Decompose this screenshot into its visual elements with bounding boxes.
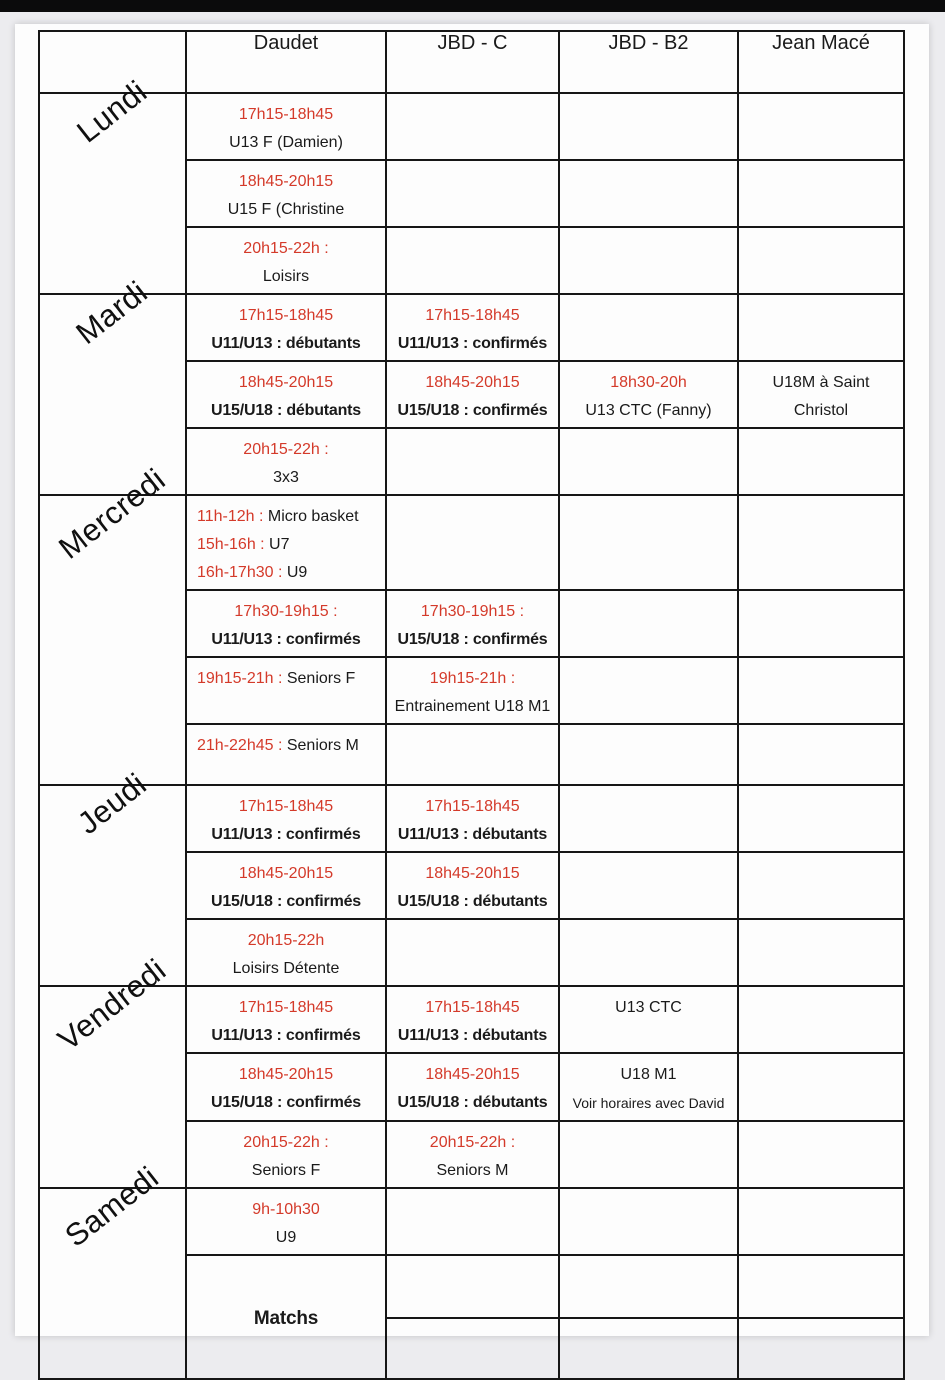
slot-content	[387, 295, 558, 360]
slot-content	[387, 853, 558, 918]
slot-label: Seniors M	[436, 1162, 509, 1179]
empty-cell	[559, 1255, 738, 1318]
empty-cell	[738, 1121, 904, 1188]
slot-content	[187, 725, 385, 762]
slot-line	[189, 927, 383, 955]
slot-line	[197, 732, 383, 760]
empty-cell	[738, 1318, 904, 1379]
empty-cell	[559, 93, 738, 160]
slot-label: U11/U13 : confirmés	[211, 826, 361, 843]
empty-cell	[559, 1318, 738, 1379]
slot-label: U11/U13 : confirmés	[397, 335, 548, 352]
slot-label: Voir horaires avec David	[572, 1095, 725, 1111]
empty-cell	[559, 1121, 738, 1188]
slot-cell	[559, 361, 738, 428]
slot-cell	[186, 724, 386, 785]
slot-content	[187, 1189, 385, 1254]
slot-line	[389, 693, 556, 721]
slot-line	[389, 302, 556, 330]
slot-label: U15/U18 : débutants	[210, 402, 361, 419]
slot-cell	[386, 785, 559, 852]
slot-content	[187, 496, 385, 589]
slot-line	[189, 1224, 383, 1252]
slot-cell	[386, 986, 559, 1053]
slot-line	[189, 397, 383, 425]
empty-cell	[559, 590, 738, 657]
slot-line	[189, 793, 383, 821]
day-label: Vendredi	[51, 951, 173, 1058]
slot-line	[189, 302, 383, 330]
empty-cell	[738, 160, 904, 227]
slot-label: U18 M1	[620, 1066, 677, 1083]
slot-cell	[386, 294, 559, 361]
slot-line	[189, 168, 383, 196]
slot-time: 17h15-18h45	[425, 999, 520, 1016]
slot-content	[187, 853, 385, 918]
slot-content	[387, 987, 558, 1052]
slot-label: U11/U13 : confirmés	[211, 1027, 361, 1044]
empty-cell	[738, 785, 904, 852]
slot-time: 20h15-22h :	[243, 240, 329, 257]
schedule-body	[39, 73, 904, 1379]
slot-label: U11/U13 : débutants	[211, 335, 361, 352]
slot-content	[387, 362, 558, 427]
slot-cell	[386, 852, 559, 919]
slot-line	[189, 1305, 383, 1334]
schedule-row	[39, 93, 904, 160]
slot-label: U15/U18 : confirmés	[210, 1094, 362, 1111]
empty-cell	[386, 1318, 559, 1379]
slot-content	[187, 658, 385, 695]
slot-cell	[559, 1053, 738, 1121]
empty-cell	[386, 160, 559, 227]
slot-cell	[186, 590, 386, 657]
slot-label: U15/U18 : confirmés	[397, 631, 548, 648]
slot-cell	[186, 361, 386, 428]
slot-cell	[186, 657, 386, 724]
slot-cell	[186, 919, 386, 986]
slot-line	[389, 330, 556, 358]
slot-time: 19h15-21h :	[197, 670, 283, 687]
slot-time: 17h15-18h45	[425, 798, 520, 815]
slot-content	[387, 658, 558, 723]
empty-cell	[386, 495, 559, 590]
slot-line	[189, 598, 383, 626]
slot-label: U9	[275, 1229, 297, 1246]
slot-line	[189, 1129, 383, 1157]
slot-content	[187, 161, 385, 226]
header-row	[39, 31, 904, 93]
slot-line	[562, 369, 735, 397]
slot-cell	[186, 986, 386, 1053]
empty-cell	[738, 852, 904, 919]
empty-cell	[738, 1255, 904, 1318]
slot-line	[197, 531, 383, 559]
slot-time: 19h15-21h :	[429, 670, 516, 687]
top-bar	[0, 0, 945, 12]
slot-line	[189, 330, 383, 358]
slot-time: 17h30-19h15 :	[420, 603, 525, 620]
empty-cell	[738, 227, 904, 294]
slot-time: 18h45-20h15	[238, 173, 334, 190]
schedule-header	[39, 31, 904, 93]
day-label: Mercredi	[52, 461, 173, 566]
slot-line	[389, 793, 556, 821]
slot-label: U15/U18 : confirmés	[210, 893, 362, 910]
slot-cell	[559, 986, 738, 1053]
day-label: Jeudi	[71, 766, 154, 841]
empty-cell	[738, 724, 904, 785]
slot-line	[197, 503, 383, 531]
header-cell-empty	[39, 31, 186, 93]
schedule-table	[38, 30, 905, 1380]
slot-line	[189, 369, 383, 397]
slot-time: 18h45-20h15	[238, 1066, 334, 1083]
slot-cell	[186, 852, 386, 919]
slot-content	[187, 1054, 385, 1119]
day-cell-lundi	[39, 73, 186, 294]
day-label: Samedi	[58, 1159, 166, 1254]
slot-time: 9h-10h30	[252, 1201, 320, 1218]
empty-cell	[559, 428, 738, 495]
day-cell-mercredi	[39, 461, 186, 785]
slot-content	[187, 295, 385, 360]
slot-label: U9	[282, 564, 308, 581]
slot-time: 20h15-22h	[247, 932, 325, 949]
slot-label: U13 F (Damien)	[229, 134, 343, 151]
slot-cell	[186, 227, 386, 294]
empty-cell	[738, 590, 904, 657]
slot-cell	[186, 1053, 386, 1121]
slot-time: 17h15-18h45	[238, 999, 334, 1016]
slot-time: 20h15-22h :	[429, 1134, 516, 1151]
slot-cell	[386, 590, 559, 657]
slot-content	[387, 591, 558, 656]
empty-cell	[738, 657, 904, 724]
slot-line	[197, 559, 383, 587]
slot-cell	[738, 361, 904, 428]
empty-cell	[559, 919, 738, 986]
slot-content	[187, 1298, 385, 1336]
slot-cell	[386, 1053, 559, 1121]
slot-line	[189, 1022, 383, 1050]
slot-line	[189, 196, 383, 224]
slot-cell	[386, 1121, 559, 1188]
slot-label: U7	[264, 536, 290, 553]
slot-time: 18h45-20h15	[238, 865, 334, 882]
schedule-row	[39, 1188, 904, 1255]
slot-content	[187, 786, 385, 851]
slot-cell	[186, 1188, 386, 1255]
slot-time: 17h15-18h45	[238, 307, 334, 324]
slot-line	[389, 888, 556, 916]
slot-cell	[186, 160, 386, 227]
empty-cell	[559, 294, 738, 361]
empty-cell	[559, 724, 738, 785]
slot-time: 18h45-20h15	[425, 1066, 520, 1083]
empty-cell	[559, 852, 738, 919]
slot-line	[189, 1157, 383, 1185]
slot-time: 17h15-18h45	[425, 307, 520, 324]
slot-line	[389, 860, 556, 888]
slot-content	[187, 362, 385, 427]
empty-cell	[738, 428, 904, 495]
empty-cell	[559, 1188, 738, 1255]
slot-time: 17h30-19h15 :	[234, 603, 338, 620]
slot-line	[562, 397, 735, 425]
slot-label: U11/U13 : débutants	[397, 826, 548, 843]
empty-cell	[559, 227, 738, 294]
slot-cell	[386, 657, 559, 724]
empty-cell	[559, 495, 738, 590]
slot-line	[189, 955, 383, 983]
header-cell-jbd-b2: JBD - B2	[559, 31, 738, 93]
slot-line	[389, 1061, 556, 1089]
slot-line	[189, 888, 383, 916]
slot-line	[562, 994, 735, 1022]
slot-line	[389, 626, 556, 654]
empty-cell	[386, 428, 559, 495]
slot-line	[189, 464, 383, 492]
schedule-row	[39, 986, 904, 1053]
slot-content	[739, 362, 903, 427]
slot-line	[189, 1089, 383, 1117]
header-cell-daudet: Daudet	[186, 31, 386, 93]
slot-label: U18M à Saint	[772, 374, 870, 391]
slot-content	[387, 786, 558, 851]
slot-time: 18h45-20h15	[238, 374, 334, 391]
day-cell-samedi	[39, 1159, 186, 1379]
slot-line	[197, 665, 383, 693]
day-cell-jeudi	[39, 766, 186, 986]
slot-time: 17h15-18h45	[238, 106, 334, 123]
slot-line	[189, 821, 383, 849]
slot-time: 18h45-20h15	[425, 865, 520, 882]
slot-content	[187, 94, 385, 159]
slot-time: 11h-12h :	[197, 508, 264, 525]
slot-content	[560, 362, 737, 427]
slot-line	[189, 1061, 383, 1089]
empty-cell	[386, 724, 559, 785]
slot-cell	[186, 294, 386, 361]
slot-line	[389, 821, 556, 849]
slot-content	[560, 1054, 737, 1120]
slot-line	[189, 626, 383, 654]
slot-line	[562, 1061, 735, 1089]
slot-content	[387, 1122, 558, 1187]
slot-label: U15/U18 : confirmés	[397, 402, 548, 419]
empty-cell	[559, 657, 738, 724]
slot-line	[741, 369, 901, 397]
empty-cell	[738, 294, 904, 361]
slot-label: Seniors F	[282, 670, 356, 687]
slot-line	[189, 994, 383, 1022]
slot-line	[189, 129, 383, 157]
slot-label: Loisirs Détente	[232, 960, 340, 977]
slot-content	[187, 591, 385, 656]
slot-content	[187, 1122, 385, 1187]
slot-label: U15 F (Christine	[227, 201, 345, 218]
empty-cell	[386, 919, 559, 986]
slot-line	[389, 1089, 556, 1117]
slot-line	[389, 369, 556, 397]
day-cell-vendredi	[39, 951, 186, 1188]
empty-cell	[386, 227, 559, 294]
slot-cell	[186, 495, 386, 590]
slot-line	[389, 598, 556, 626]
slot-cell	[186, 1121, 386, 1188]
slot-label: 3x3	[273, 469, 299, 486]
slot-cell	[186, 93, 386, 160]
slot-line	[189, 436, 383, 464]
empty-cell	[738, 495, 904, 590]
empty-cell	[559, 785, 738, 852]
slot-cell	[386, 361, 559, 428]
empty-cell	[559, 160, 738, 227]
slot-time: 15h-16h :	[197, 536, 265, 553]
slot-content	[187, 987, 385, 1052]
slot-label: Seniors M	[282, 737, 359, 754]
slot-content	[187, 228, 385, 293]
empty-cell	[386, 1255, 559, 1318]
slot-line	[389, 994, 556, 1022]
slot-time: 21h-22h45 :	[197, 737, 283, 754]
slot-line	[741, 397, 901, 425]
slot-time: 18h45-20h15	[425, 374, 520, 391]
slot-content	[560, 987, 737, 1024]
day-label: Mardi	[69, 274, 155, 352]
slot-label: U13 CTC	[615, 999, 682, 1016]
slot-line	[389, 1157, 556, 1185]
slot-line	[189, 263, 383, 291]
slot-label: U13 CTC (Fanny)	[585, 402, 712, 419]
schedule-row	[39, 785, 904, 852]
slot-label: U15/U18 : débutants	[397, 1094, 548, 1111]
slot-line	[189, 1196, 383, 1224]
empty-cell	[738, 1053, 904, 1121]
slot-label: Seniors F	[251, 1162, 321, 1179]
schedule-row	[39, 294, 904, 361]
slot-content	[187, 920, 385, 985]
empty-cell	[738, 1188, 904, 1255]
header-cell-jbd-c: JBD - C	[386, 31, 559, 93]
slot-line	[189, 860, 383, 888]
slot-label: Christol	[793, 402, 849, 419]
slot-content	[187, 429, 385, 494]
slot-content	[387, 1054, 558, 1119]
slot-line	[389, 1129, 556, 1157]
slot-label: Loisirs	[262, 268, 310, 285]
slot-cell	[186, 785, 386, 852]
slot-cell	[186, 1255, 386, 1379]
day-cell-mardi	[39, 274, 186, 495]
slot-time: 18h30-20h	[610, 374, 687, 391]
slot-line	[189, 235, 383, 263]
slot-label: Matchs	[253, 1308, 319, 1329]
empty-cell	[738, 919, 904, 986]
slot-label: U11/U13 : confirmés	[211, 631, 361, 648]
slot-time: 16h-17h30 :	[197, 564, 283, 581]
slot-time: 17h15-18h45	[238, 798, 334, 815]
header-cell-jean-mace: Jean Macé	[738, 31, 904, 93]
slot-line	[389, 1022, 556, 1050]
slot-line	[389, 665, 556, 693]
empty-cell	[386, 1188, 559, 1255]
schedule-row	[39, 495, 904, 590]
slot-time: 20h15-22h :	[243, 1134, 329, 1151]
slot-line	[562, 1089, 735, 1118]
slot-label: U11/U13 : débutants	[397, 1027, 548, 1044]
slot-label: Micro basket	[263, 508, 359, 525]
slot-label: U15/U18 : débutants	[397, 893, 548, 910]
empty-cell	[738, 986, 904, 1053]
empty-cell	[386, 93, 559, 160]
day-label: Lundi	[70, 73, 154, 150]
slot-line	[389, 397, 556, 425]
slot-label: Entrainement U18 M1	[394, 698, 551, 715]
empty-cell	[738, 93, 904, 160]
slot-time: 20h15-22h :	[243, 441, 329, 458]
slot-line	[189, 101, 383, 129]
slot-cell	[186, 428, 386, 495]
